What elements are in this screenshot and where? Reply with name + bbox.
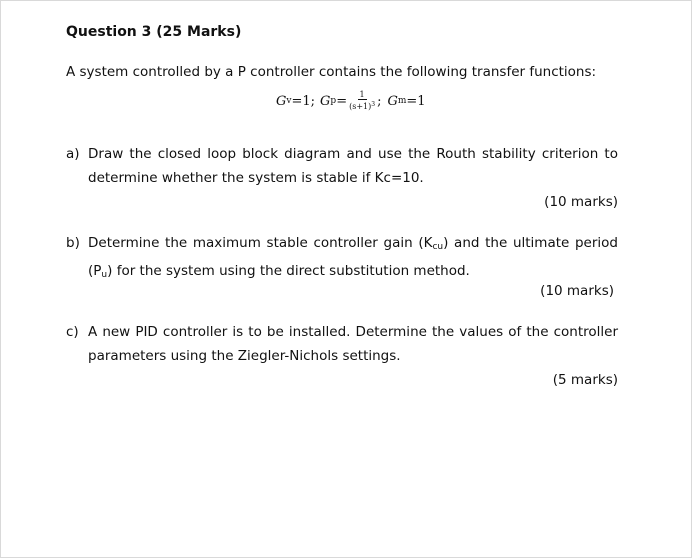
gp-equals: = — [336, 93, 348, 109]
part-b-text-start: Determine the maximum stable controller gain (K — [88, 235, 433, 251]
part-c-letter: c) — [66, 324, 79, 340]
gm-symbol: G — [387, 93, 398, 109]
gp-denominator-power: 3 — [371, 101, 376, 108]
gm-subscript: m — [397, 96, 407, 106]
gp-numerator: 1 — [359, 90, 365, 99]
pu-subscript: u — [101, 270, 108, 280]
kcu-subscript: cu — [432, 242, 444, 252]
part-b — [66, 231, 618, 287]
gp-denominator — [348, 100, 376, 112]
part-a-marks: (10 marks) — [544, 194, 618, 210]
part-b-marks: (10 marks) — [540, 283, 614, 299]
gv-value: =1; — [291, 93, 316, 109]
gv-symbol: G — [276, 93, 287, 109]
question-title: Question 3 (25 Marks) — [66, 24, 242, 40]
gp-fraction — [348, 90, 376, 112]
part-a — [66, 142, 618, 190]
gp-denominator-base: (s+1) — [349, 102, 372, 111]
part-a-letter: a) — [66, 146, 80, 162]
part-b-text-middle: ) and the ultimate period (P — [88, 235, 618, 279]
gp-symbol: G — [320, 93, 331, 109]
part-b-text — [88, 231, 618, 287]
gp-subscript: p — [330, 96, 337, 106]
part-c — [66, 320, 618, 368]
gv-subscript: v — [286, 96, 292, 106]
question-intro: A system controlled by a P controller contains the following transfer functions: — [66, 64, 597, 80]
transfer-function-equation — [276, 88, 426, 114]
part-c-text: A new PID controller is to be installed. Determine the values of the controller parameters using the Ziegler-Nichols settings. — [88, 324, 618, 364]
part-a-text: Draw the closed loop block diagram and use the Routh stability criterion to determine whether the system is stable if Kc=10. — [88, 146, 618, 186]
gp-separator: ; — [377, 93, 382, 109]
part-b-text-end: ) for the system using the direct substitution method. — [107, 263, 470, 279]
part-c-marks: (5 marks) — [552, 372, 618, 388]
part-b-letter: b) — [66, 235, 80, 251]
gm-value: =1 — [406, 93, 426, 109]
